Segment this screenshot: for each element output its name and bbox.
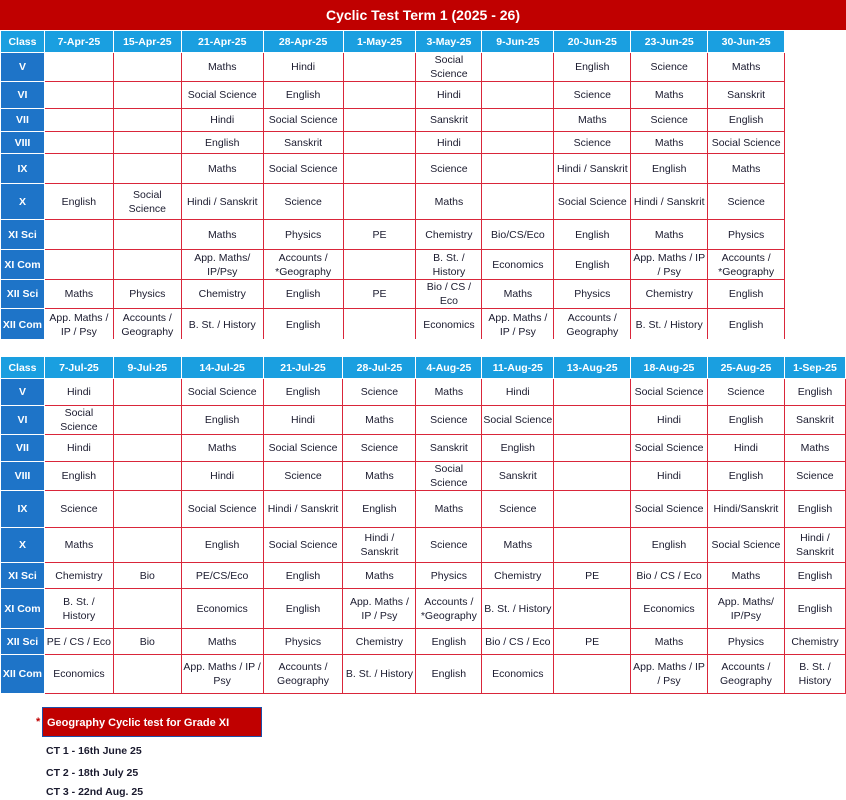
subject-cell: B. St. / History	[44, 589, 113, 629]
subject-cell	[44, 250, 113, 280]
subject-cell: Maths	[416, 379, 482, 406]
subject-cell: B. St. / History	[416, 250, 482, 280]
subject-cell: Social Science	[113, 184, 181, 220]
date-header: 15-Apr-25	[113, 31, 181, 53]
subject-cell	[44, 154, 113, 184]
subject-cell: Hindi/Sanskrit	[707, 491, 784, 528]
subject-cell: B. St. / History	[482, 589, 554, 629]
subject-cell: English	[263, 589, 343, 629]
subject-cell: Science	[631, 109, 708, 132]
date-header: 4-Aug-25	[416, 357, 482, 379]
schedule-table-2	[0, 356, 846, 694]
subject-cell	[113, 154, 181, 184]
subject-cell: Accounts / *Geography	[263, 250, 343, 280]
subject-cell: B. St. / History	[181, 309, 263, 341]
subject-cell	[554, 528, 631, 563]
subject-cell	[343, 309, 416, 341]
class-label: VIII	[1, 132, 45, 154]
subject-cell: English	[784, 589, 845, 629]
subject-cell: Social Science	[181, 379, 263, 406]
class-label: XII Com	[1, 309, 45, 341]
table-row-xii-com	[1, 655, 846, 694]
geography-note: Geography Cyclic test for Grade XI	[42, 707, 262, 737]
subject-cell	[554, 589, 631, 629]
subject-cell: Chemistry	[181, 280, 263, 309]
date-header: 1-Sep-25	[784, 357, 845, 379]
class-label: XII Sci	[1, 629, 45, 655]
subject-cell: Accounts / Geography	[707, 655, 784, 694]
subject-cell: English	[343, 491, 416, 528]
date-header: 7-Jul-25	[44, 357, 113, 379]
subject-cell: Maths	[554, 109, 631, 132]
subject-cell: Physics	[416, 563, 482, 589]
subject-cell	[113, 655, 181, 694]
subject-cell: Maths	[343, 406, 416, 435]
date-header: 20-Jun-25	[554, 31, 631, 53]
subject-cell: Hindi	[416, 132, 482, 154]
subject-cell: Maths	[181, 629, 263, 655]
subject-cell: Hindi	[181, 109, 263, 132]
subject-cell: English	[263, 563, 343, 589]
table-row-viii	[1, 462, 846, 491]
subject-cell: Maths	[708, 154, 785, 184]
table-row-xi-sci	[1, 563, 846, 589]
date-header: 23-Jun-25	[631, 31, 708, 53]
subject-cell: Economics	[482, 250, 554, 280]
class-label: VI	[1, 82, 45, 109]
subject-cell: Hindi / Sanskrit	[554, 154, 631, 184]
subject-cell: English	[482, 435, 554, 462]
subject-cell: Science	[708, 184, 785, 220]
subject-cell: English	[554, 53, 631, 82]
subject-cell: Social Science	[44, 406, 113, 435]
subject-cell: Hindi	[181, 462, 263, 491]
table-row-xi-com	[1, 250, 846, 280]
subject-cell: Physics	[707, 629, 784, 655]
subject-cell: Maths	[631, 82, 708, 109]
subject-cell: Physics	[708, 220, 785, 250]
subject-cell	[113, 109, 181, 132]
ct1-date: CT 1 - 16th June 25	[46, 745, 142, 757]
class-column-header: Class	[1, 357, 45, 379]
class-label: VII	[1, 109, 45, 132]
subject-cell	[113, 379, 181, 406]
header-row	[1, 357, 846, 379]
date-header: 30-Jun-25	[708, 31, 785, 53]
date-header: 21-Jul-25	[263, 357, 343, 379]
date-header: 3-May-25	[416, 31, 482, 53]
subject-cell: Chemistry	[482, 563, 554, 589]
subject-cell: English	[708, 280, 785, 309]
subject-cell: Social Science	[181, 82, 263, 109]
subject-cell: Economics	[416, 309, 482, 341]
subject-cell: Science	[263, 462, 343, 491]
subject-cell: App. Maths / IP / Psy	[631, 250, 708, 280]
subject-cell	[113, 589, 181, 629]
subject-cell	[44, 220, 113, 250]
subject-cell: Chemistry	[343, 629, 416, 655]
subject-cell: Sanskrit	[482, 462, 554, 491]
table-row-xi-com	[1, 589, 846, 629]
subject-cell: English	[181, 406, 263, 435]
table-row-x	[1, 528, 846, 563]
subject-cell	[554, 462, 631, 491]
subject-cell: PE/CS/Eco	[181, 563, 263, 589]
subject-cell: Social Science	[631, 435, 708, 462]
class-label: XI Sci	[1, 220, 45, 250]
subject-cell: Hindi / Sanskrit	[343, 528, 416, 563]
subject-cell	[554, 379, 631, 406]
subject-cell	[113, 82, 181, 109]
subject-cell: Bio	[113, 629, 181, 655]
subject-cell: Bio / CS / Eco	[631, 563, 708, 589]
subject-cell: Physics	[113, 280, 181, 309]
subject-cell	[482, 53, 554, 82]
subject-cell: Social Science	[263, 109, 343, 132]
table-row-xii-sci	[1, 629, 846, 655]
subject-cell: App. Maths/ IP/Psy	[707, 589, 784, 629]
subject-cell: Science	[784, 462, 845, 491]
subject-cell	[44, 132, 113, 154]
subject-cell: English	[707, 406, 784, 435]
subject-cell: B. St. / History	[631, 309, 708, 341]
subject-cell: Hindi / Sanskrit	[263, 491, 343, 528]
subject-cell: Chemistry	[784, 629, 845, 655]
subject-cell: Hindi / Sanskrit	[784, 528, 845, 563]
subject-cell: Physics	[263, 629, 343, 655]
subject-cell: Hindi	[44, 379, 113, 406]
subject-cell: Chemistry	[44, 563, 113, 589]
subject-cell: Science	[343, 435, 416, 462]
subject-cell	[113, 53, 181, 82]
subject-cell: Maths	[343, 462, 416, 491]
table-row-ix	[1, 491, 846, 528]
subject-cell: English	[631, 528, 708, 563]
subject-cell	[113, 250, 181, 280]
subject-cell: Economics	[482, 655, 554, 694]
subject-cell: Science	[343, 379, 416, 406]
subject-cell: Science	[631, 53, 708, 82]
subject-cell: Maths	[416, 184, 482, 220]
subject-cell: Science	[416, 406, 482, 435]
subject-cell: Maths	[416, 491, 482, 528]
subject-cell: English	[708, 109, 785, 132]
date-header: 13-Aug-25	[554, 357, 631, 379]
subject-cell: Hindi / Sanskrit	[181, 184, 263, 220]
subject-cell	[343, 53, 416, 82]
subject-cell: English	[784, 491, 845, 528]
subject-cell: Science	[554, 132, 631, 154]
spacer-cell	[785, 31, 846, 53]
subject-cell: App. Maths / IP / Psy	[343, 589, 416, 629]
date-header: 28-Apr-25	[263, 31, 343, 53]
subject-cell	[113, 462, 181, 491]
subject-cell: PE / CS / Eco	[44, 629, 113, 655]
subject-cell	[554, 406, 631, 435]
subject-cell: App. Maths / IP / Psy	[44, 309, 113, 341]
subject-cell: Accounts / Geography	[554, 309, 631, 341]
spacer-cell	[785, 250, 846, 280]
subject-cell: Science	[707, 379, 784, 406]
spacer-cell	[785, 132, 846, 154]
subject-cell: App. Maths / IP / Psy	[181, 655, 263, 694]
subject-cell: Science	[44, 491, 113, 528]
date-header: 21-Apr-25	[181, 31, 263, 53]
ct2-date: CT 2 - 18th July 25	[46, 767, 139, 779]
class-label: IX	[1, 154, 45, 184]
subject-cell: English	[554, 220, 631, 250]
subject-cell	[343, 82, 416, 109]
subject-cell: App. Maths / IP / Psy	[482, 309, 554, 341]
subject-cell: Hindi	[482, 379, 554, 406]
subject-cell: Maths	[708, 53, 785, 82]
subject-cell: Sanskrit	[416, 435, 482, 462]
subject-cell: Social Science	[631, 379, 708, 406]
class-label: VII	[1, 435, 45, 462]
subject-cell: Maths	[784, 435, 845, 462]
subject-cell	[482, 132, 554, 154]
class-label: XI Com	[1, 250, 45, 280]
subject-cell	[113, 435, 181, 462]
date-header: 9-Jul-25	[113, 357, 181, 379]
subject-cell: English	[44, 184, 113, 220]
table-row-ix	[1, 154, 846, 184]
schedule-table-1	[0, 30, 846, 341]
class-label: X	[1, 184, 45, 220]
spacer-cell	[785, 154, 846, 184]
table-row-x	[1, 184, 846, 220]
subject-cell: English	[631, 154, 708, 184]
subject-cell: English	[263, 309, 343, 341]
subject-cell: Hindi	[263, 53, 343, 82]
subject-cell	[343, 154, 416, 184]
class-column-header: Class	[1, 31, 45, 53]
subject-cell: Hindi	[416, 82, 482, 109]
date-header: 11-Aug-25	[482, 357, 554, 379]
page-title: Cyclic Test Term 1 (2025 - 26)	[0, 0, 846, 30]
subject-cell: Science	[554, 82, 631, 109]
subject-cell: English	[416, 629, 482, 655]
subject-cell: Maths	[181, 435, 263, 462]
table-row-v	[1, 379, 846, 406]
subject-cell: Maths	[343, 563, 416, 589]
subject-cell: English	[181, 132, 263, 154]
subject-cell: Social Science	[263, 528, 343, 563]
subject-cell: Hindi	[44, 435, 113, 462]
subject-cell: Social Science	[554, 184, 631, 220]
table-row-vii	[1, 435, 846, 462]
subject-cell: Social Science	[416, 462, 482, 491]
subject-cell: Sanskrit	[263, 132, 343, 154]
subject-cell: Accounts / *Geography	[708, 250, 785, 280]
subject-cell: Maths	[44, 280, 113, 309]
subject-cell: PE	[554, 629, 631, 655]
subject-cell: Social Science	[631, 491, 708, 528]
subject-cell: Social Science	[181, 491, 263, 528]
subject-cell	[554, 435, 631, 462]
subject-cell: Maths	[482, 528, 554, 563]
subject-cell: Hindi	[263, 406, 343, 435]
subject-cell: Hindi / Sanskrit	[631, 184, 708, 220]
subject-cell	[482, 109, 554, 132]
table-row-xi-sci	[1, 220, 846, 250]
subject-cell: English	[263, 280, 343, 309]
date-header: 25-Aug-25	[707, 357, 784, 379]
spacer-cell	[785, 82, 846, 109]
subject-cell: Maths	[631, 220, 708, 250]
subject-cell	[113, 491, 181, 528]
table-row-xii-com	[1, 309, 846, 341]
asterisk-marker: *	[36, 716, 41, 728]
table-row-xii-sci	[1, 280, 846, 309]
subject-cell: Hindi	[631, 406, 708, 435]
spacer-cell	[785, 220, 846, 250]
subject-cell: Maths	[44, 528, 113, 563]
subject-cell: English	[784, 379, 845, 406]
subject-cell: B. St. / History	[784, 655, 845, 694]
subject-cell	[482, 82, 554, 109]
subject-cell: PE	[343, 280, 416, 309]
class-label: V	[1, 379, 45, 406]
subject-cell: Social Science	[263, 154, 343, 184]
subject-cell	[113, 406, 181, 435]
subject-cell: Sanskrit	[784, 406, 845, 435]
subject-cell: Maths	[181, 220, 263, 250]
subject-cell	[113, 220, 181, 250]
subject-cell: Physics	[263, 220, 343, 250]
table-row-vii	[1, 109, 846, 132]
subject-cell: Maths	[181, 53, 263, 82]
subject-cell	[343, 250, 416, 280]
subject-cell	[554, 655, 631, 694]
subject-cell: Hindi	[631, 462, 708, 491]
subject-cell	[343, 109, 416, 132]
subject-cell: Social Science	[263, 435, 343, 462]
subject-cell: English	[263, 82, 343, 109]
subject-cell: Accounts / Geography	[113, 309, 181, 341]
spacer-cell	[785, 53, 846, 82]
class-label: VIII	[1, 462, 45, 491]
subject-cell	[482, 184, 554, 220]
subject-cell: English	[181, 528, 263, 563]
subject-cell: Social Science	[416, 53, 482, 82]
subject-cell: Science	[416, 528, 482, 563]
table-row-viii	[1, 132, 846, 154]
date-header: 14-Jul-25	[181, 357, 263, 379]
spacer-cell	[785, 184, 846, 220]
subject-cell: Maths	[181, 154, 263, 184]
subject-cell: Science	[482, 491, 554, 528]
subject-cell	[113, 132, 181, 154]
subject-cell	[113, 528, 181, 563]
date-header: 7-Apr-25	[44, 31, 113, 53]
spacer-cell	[785, 309, 846, 341]
table-row-vi	[1, 406, 846, 435]
subject-cell: App. Maths / IP / Psy	[631, 655, 708, 694]
date-header: 1-May-25	[343, 31, 416, 53]
subject-cell: Science	[416, 154, 482, 184]
subject-cell: Chemistry	[631, 280, 708, 309]
subject-cell: English	[784, 563, 845, 589]
subject-cell: English	[44, 462, 113, 491]
class-label: VI	[1, 406, 45, 435]
subject-cell: Economics	[181, 589, 263, 629]
subject-cell: Physics	[554, 280, 631, 309]
subject-cell: Bio / CS / Eco	[482, 629, 554, 655]
subject-cell	[343, 132, 416, 154]
subject-cell: Bio / CS / Eco	[416, 280, 482, 309]
subject-cell: Economics	[631, 589, 708, 629]
subject-cell: Maths	[631, 629, 708, 655]
subject-cell: B. St. / History	[343, 655, 416, 694]
class-label: V	[1, 53, 45, 82]
header-row	[1, 31, 846, 53]
subject-cell: English	[707, 462, 784, 491]
subject-cell: Social Science	[708, 132, 785, 154]
subject-cell: Economics	[44, 655, 113, 694]
subject-cell: Bio	[113, 563, 181, 589]
spacer-cell	[785, 109, 846, 132]
subject-cell: PE	[343, 220, 416, 250]
subject-cell: Maths	[482, 280, 554, 309]
subject-cell	[343, 184, 416, 220]
subject-cell: English	[708, 309, 785, 341]
subject-cell: PE	[554, 563, 631, 589]
class-label: IX	[1, 491, 45, 528]
subject-cell: English	[263, 379, 343, 406]
subject-cell: App. Maths/ IP/Psy	[181, 250, 263, 280]
subject-cell: Hindi	[707, 435, 784, 462]
subject-cell: Sanskrit	[708, 82, 785, 109]
subject-cell: Bio/CS/Eco	[482, 220, 554, 250]
subject-cell: English	[416, 655, 482, 694]
subject-cell: Maths	[707, 563, 784, 589]
class-label: XII Com	[1, 655, 45, 694]
subject-cell: Sanskrit	[416, 109, 482, 132]
class-label: XII Sci	[1, 280, 45, 309]
table-row-v	[1, 53, 846, 82]
subject-cell	[44, 53, 113, 82]
class-label: X	[1, 528, 45, 563]
subject-cell	[44, 109, 113, 132]
date-header: 28-Jul-25	[343, 357, 416, 379]
ct3-date: CT 3 - 22nd Aug. 25	[46, 786, 144, 798]
subject-cell	[554, 491, 631, 528]
class-label: XI Com	[1, 589, 45, 629]
class-label: XI Sci	[1, 563, 45, 589]
spacer-cell	[785, 280, 846, 309]
subject-cell: English	[554, 250, 631, 280]
subject-cell: Accounts / *Geography	[416, 589, 482, 629]
subject-cell	[482, 154, 554, 184]
subject-cell: Social Science	[707, 528, 784, 563]
date-header: 9-Jun-25	[482, 31, 554, 53]
table-row-vi	[1, 82, 846, 109]
subject-cell: Chemistry	[416, 220, 482, 250]
date-header: 18-Aug-25	[631, 357, 708, 379]
subject-cell: Science	[263, 184, 343, 220]
subject-cell	[44, 82, 113, 109]
subject-cell: Accounts / Geography	[263, 655, 343, 694]
subject-cell: Maths	[631, 132, 708, 154]
subject-cell: Social Science	[482, 406, 554, 435]
